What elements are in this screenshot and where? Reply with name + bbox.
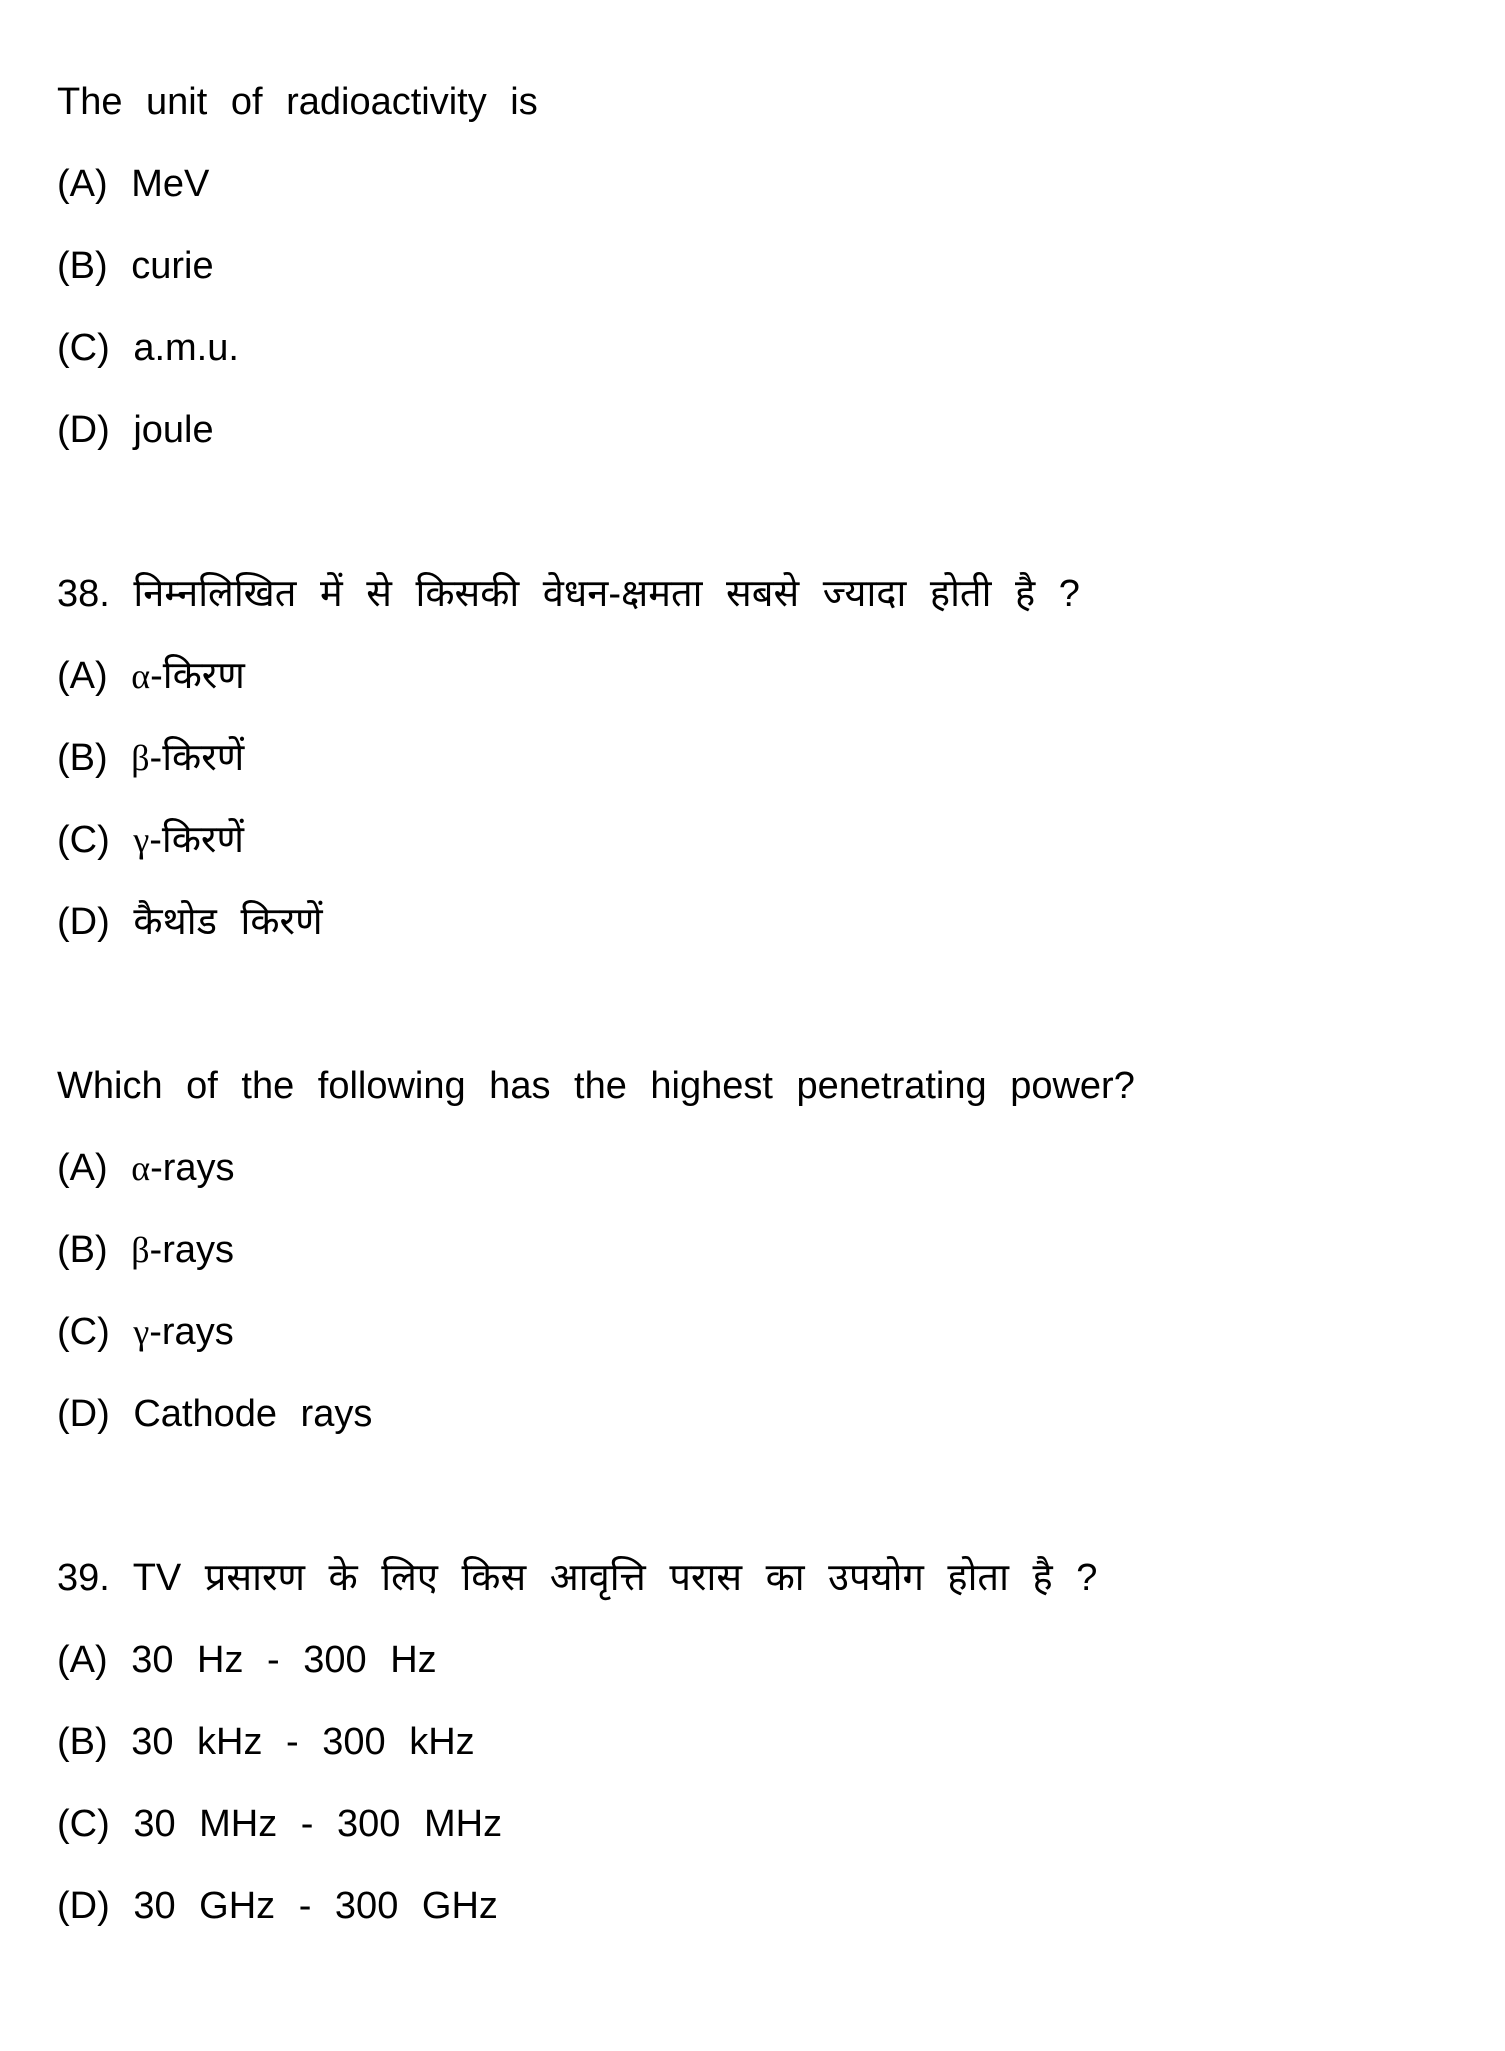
option-b <box>57 1231 1457 1313</box>
question-text: 38. निम्नलिखित में से किसकी वेधन-क्षमता सबसे ज्यादा होती है ? <box>57 573 1080 615</box>
option-label: (B) <box>57 737 108 779</box>
question-text: The unit of radioactivity is <box>57 81 538 123</box>
option-a <box>57 1149 1457 1231</box>
option-a <box>57 165 1457 247</box>
greek-symbol: α <box>131 656 151 696</box>
option-label: (A) <box>57 1147 108 1189</box>
option-text: -किरण <box>150 655 245 697</box>
option-b <box>57 247 1457 329</box>
option-c <box>57 1805 1457 1887</box>
option-label: (A) <box>57 655 108 697</box>
option-d <box>57 903 1457 985</box>
document-page <box>57 83 1457 2051</box>
option-text: कैथोड किरणें <box>133 901 323 943</box>
option-label: (B) <box>57 1721 108 1763</box>
option-text: 30 GHz - 300 GHz <box>133 1885 498 1927</box>
question-radioactivity-unit <box>57 83 1457 493</box>
option-a <box>57 1641 1457 1723</box>
option-b <box>57 1723 1457 1805</box>
question-text: 39. TV प्रसारण के लिए किस आवृत्ति परास का उपयोग होता है ? <box>57 1557 1098 1599</box>
option-label: (D) <box>57 409 110 451</box>
option-text: 30 Hz - 300 Hz <box>131 1639 437 1681</box>
option-label: (B) <box>57 245 108 287</box>
option-text: -rays <box>149 1229 234 1271</box>
question-38-hindi <box>57 575 1457 985</box>
option-text: joule <box>133 409 214 451</box>
option-text: -किरणें <box>149 737 245 779</box>
option-label: (D) <box>57 901 110 943</box>
question-penetrating-power <box>57 1067 1457 1477</box>
option-text: MeV <box>131 163 210 205</box>
option-text: 30 kHz - 300 kHz <box>131 1721 475 1763</box>
option-d <box>57 411 1457 493</box>
option-d <box>57 1887 1457 1969</box>
option-label: (C) <box>57 327 110 369</box>
option-b <box>57 739 1457 821</box>
greek-symbol: γ <box>133 1312 150 1352</box>
option-text: Cathode rays <box>133 1393 373 1435</box>
option-c <box>57 821 1457 903</box>
question-39-hindi <box>57 1559 1457 1969</box>
option-c <box>57 329 1457 411</box>
option-label: (D) <box>57 1393 110 1435</box>
option-text: -किरणें <box>149 819 244 861</box>
option-text: 30 MHz - 300 MHz <box>133 1803 503 1845</box>
option-text: curie <box>131 245 214 287</box>
option-label: (C) <box>57 819 110 861</box>
option-label: (A) <box>57 163 108 205</box>
greek-symbol: β <box>131 738 150 778</box>
option-text: -rays <box>149 1311 234 1353</box>
question-text: Which of the following has the highest penetrating power? <box>57 1065 1135 1107</box>
option-d <box>57 1395 1457 1477</box>
option-label: (B) <box>57 1229 108 1271</box>
greek-symbol: γ <box>133 820 150 860</box>
option-label: (D) <box>57 1885 110 1927</box>
option-text: -rays <box>150 1147 235 1189</box>
greek-symbol: α <box>131 1148 151 1188</box>
option-c <box>57 1313 1457 1395</box>
option-label: (C) <box>57 1803 110 1845</box>
option-label: (A) <box>57 1639 108 1681</box>
option-a <box>57 657 1457 739</box>
option-label: (C) <box>57 1311 110 1353</box>
option-text: a.m.u. <box>133 327 239 369</box>
greek-symbol: β <box>131 1230 150 1270</box>
